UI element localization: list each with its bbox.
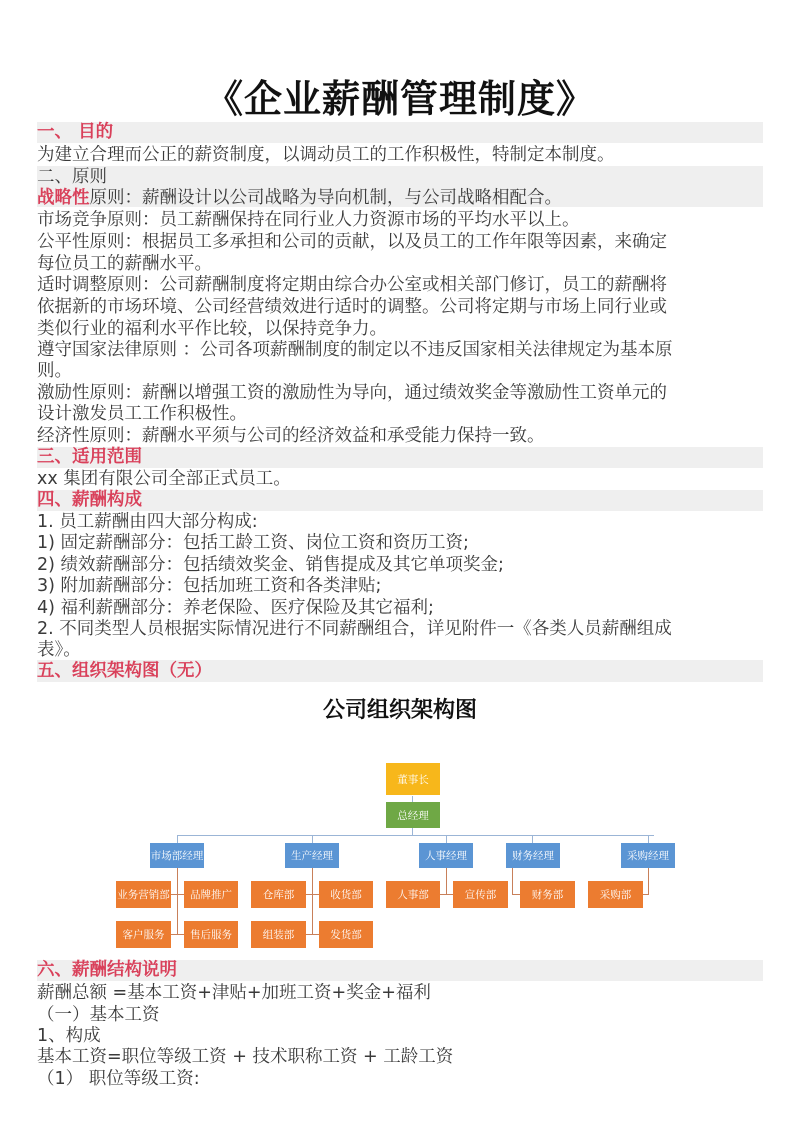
org-chart-title: 公司组织架构图 [322, 697, 477, 723]
connector-line [512, 868, 513, 895]
connector-line [177, 835, 178, 843]
principle-line: 则。 [37, 361, 72, 381]
section-band [37, 447, 763, 468]
section-4-line: 2) 绩效薪酬部分：包括绩效奖金、销售提成及其它单项奖金; [37, 555, 504, 575]
org-node-department: 财务部 [520, 881, 575, 908]
org-node-manager: 人事经理 [419, 843, 473, 868]
connector-line [171, 934, 184, 935]
principle-line: 每位员工的薪酬水平。 [37, 254, 212, 274]
connector-line [643, 894, 649, 895]
connector-line [648, 868, 649, 895]
section-6-line: （1） 职位等级工资: [37, 1069, 200, 1089]
org-node-manager: 财务经理 [506, 843, 560, 868]
principle-line: 激励性原则：薪酬以增强工资的激励性为导向，通过绩效奖金等激励性工资单元的 [37, 383, 667, 403]
section-1-heading: 一、 目的 [37, 122, 114, 142]
section-3-text: xx 集团有限公司全部正式员工。 [37, 469, 291, 489]
connector-line [177, 835, 654, 836]
section-4-line: 表》。 [37, 640, 81, 660]
org-node-manager: 市场部经理 [150, 843, 204, 868]
section-6-line: （一）基本工资 [37, 1005, 160, 1025]
org-node-department: 售后服务 [184, 921, 238, 948]
section-4-line: 1. 员工薪酬由四大部分构成: [37, 512, 258, 532]
section-4-heading: 四、薪酬构成 [37, 490, 142, 510]
principle-line: 类似行业的福利水平作比较，以保持竞争力。 [37, 319, 387, 339]
section-4-line: 1) 固定薪酬部分：包括工龄工资、岗位工资和资历工资; [37, 533, 469, 553]
connector-line [532, 835, 533, 843]
connector-line [412, 828, 413, 835]
connector-line [512, 894, 520, 895]
section-6-line: 薪酬总额 =基本工资+津贴+加班工资+奖金+福利 [37, 983, 431, 1003]
section-6-line: 1、构成 [37, 1026, 101, 1046]
org-node-manager: 采购经理 [621, 843, 675, 868]
connector-line [306, 934, 319, 935]
principle-strategic [37, 187, 767, 209]
org-node-chairman: 董事长 [386, 763, 440, 795]
org-node-manager: 生产经理 [285, 843, 339, 868]
principle-line: 公平性原则：根据员工多承担和公司的贡献，以及员工的工作年限等因素，来确定 [37, 232, 667, 252]
org-node-department: 组装部 [251, 921, 306, 948]
connector-line [312, 835, 313, 843]
connector-line [446, 868, 447, 895]
org-node-general-manager: 总经理 [386, 802, 440, 828]
principle-line: 市场竞争原则：员工薪酬保持在同行业人力资源市场的平均水平以上。 [37, 210, 580, 230]
connector-line [648, 835, 649, 843]
org-node-department: 采购部 [588, 881, 643, 908]
principle-strategic-name: 战略性 [37, 188, 90, 208]
connector-line [171, 894, 184, 895]
principle-line: 遵守国家法律原则 ：公司各项薪酬制度的制定以不违反国家相关法律规定为基本原 [37, 340, 673, 360]
principle-line: 依据新的市场环境、公司经营绩效进行适时的调整。公司将定期与市场上同行业或 [37, 297, 667, 317]
principle-strategic-text: 原则：薪酬设计以公司战略为导向机制，与公司战略相配合。 [89, 188, 562, 208]
org-node-department: 仓库部 [251, 881, 306, 908]
org-node-department: 收货部 [319, 881, 373, 908]
section-band [37, 490, 763, 511]
org-node-department: 客户服务 [116, 921, 171, 948]
section-1-text: 为建立合理而公正的薪资制度，以调动员工的工作积极性，特制定本制度。 [37, 145, 615, 165]
section-4-line: 4) 福利薪酬部分：养老保险、医疗保险及其它福利; [37, 598, 434, 618]
section-4-line: 2. 不同类型人员根据实际情况进行不同薪酬组合，详见附件一《各类人员薪酬组成 [37, 619, 672, 639]
org-node-department: 发货部 [319, 921, 373, 948]
org-node-department: 业务营销部 [116, 881, 171, 908]
section-4-line: 3) 附加薪酬部分：包括加班工资和各类津贴; [37, 576, 382, 596]
section-2-heading: 二、原则 [37, 167, 107, 187]
connector-line [306, 894, 319, 895]
org-node-department: 品牌推广 [184, 881, 238, 908]
section-band [37, 122, 763, 143]
section-5-heading: 五、组织架构图（无） [37, 661, 212, 681]
section-6-line: 基本工资=职位等级工资 + 技术职称工资 + 工龄工资 [37, 1047, 454, 1067]
section-6-heading: 六、薪酬结构说明 [37, 960, 177, 980]
connector-line [312, 868, 313, 935]
principle-line: 适时调整原则：公司薪酬制度将定期由综合办公室或相关部门修订，员工的薪酬将 [37, 275, 667, 295]
connector-line [177, 868, 178, 935]
org-node-department: 宣传部 [453, 881, 508, 908]
document-title: 《企业薪酬管理制度》 [204, 76, 595, 121]
principle-line: 设计激发员工工作积极性。 [37, 404, 247, 424]
org-node-department: 人事部 [386, 881, 440, 908]
connector-line [440, 894, 453, 895]
section-3-heading: 三、适用范围 [37, 447, 142, 467]
principle-line: 经济性原则：薪酬水平须与公司的经济效益和承受能力保持一致。 [37, 426, 545, 446]
connector-line [446, 835, 447, 843]
